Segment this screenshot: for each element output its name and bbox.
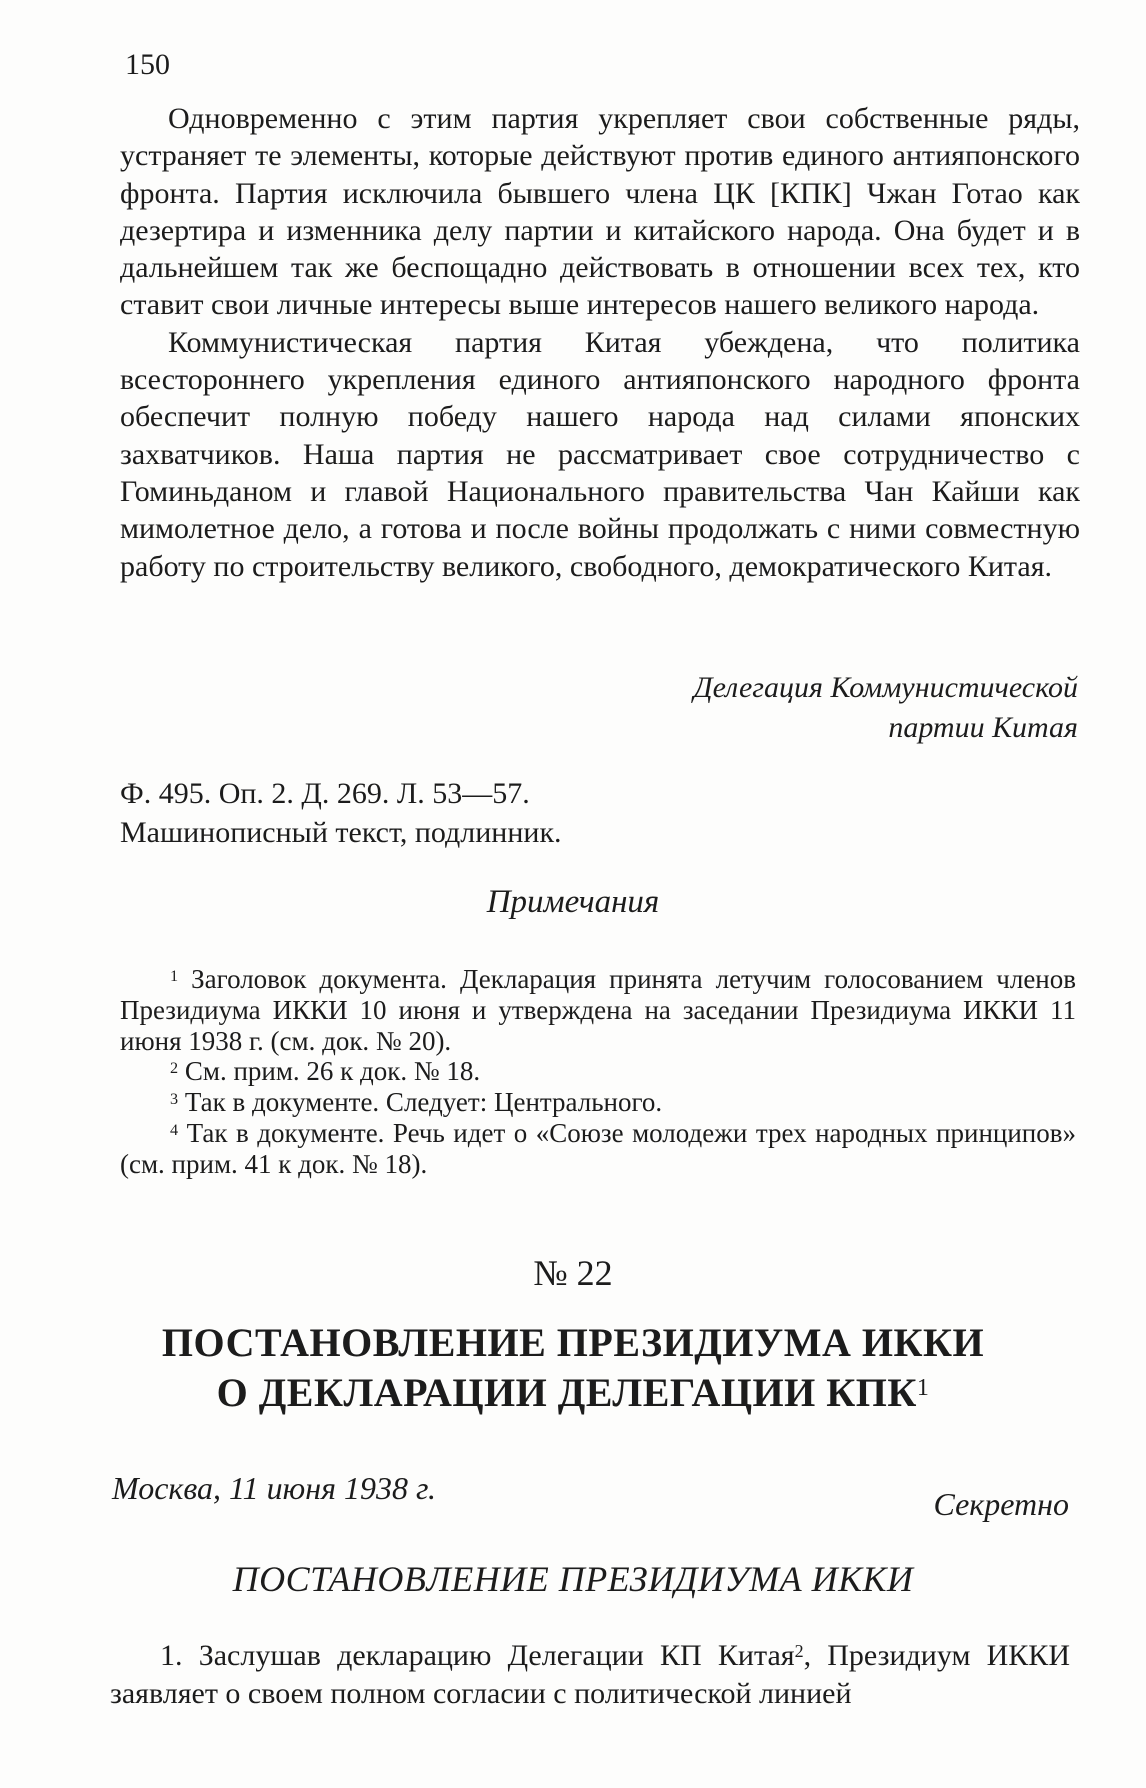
resolution-text: [110, 1637, 1070, 1713]
footnote-mark: 2: [794, 1640, 804, 1661]
note-number: 1: [170, 966, 179, 985]
note-text: См. прим. 26 к док. № 18.: [184, 1056, 481, 1087]
note-item: [120, 1087, 1076, 1118]
signature: [694, 668, 1079, 748]
paragraph-2: Коммунистическая партия Китая убеждена, что политика всестороннего укрепления единого антияпонского народного фронта обеспечит полную победу нашего народа над силами японских захватчиков. Наша партия не рассматривает свое сотрудничество с Гоминьданом и главой Национального правительства Чан Кайши как мимолетное дело, а готова и после войны продолжать с ними совместную работу по строительству великого, свободного, демократического Китая.: [120, 325, 1080, 583]
note-text: Так в документе. Следует: Центрального.: [184, 1087, 663, 1118]
notes-list: [120, 964, 1076, 1180]
document-title-line-1: ПОСТАНОВЛЕНИЕ ПРЕЗИДИУМА ИККИ: [161, 1320, 985, 1365]
resolution-point-1-end: , Президиум ИККИ заявляет о своем полном согласии с политической линией: [110, 1639, 1070, 1710]
signature-line-1: Делегация Коммунистической: [693, 671, 1078, 704]
resolution-heading: ПОСТАНОВЛЕНИЕ ПРЕЗИДИУМА ИККИ: [232, 1559, 914, 1599]
document-title: [0, 1318, 1146, 1418]
note-number: 2: [170, 1059, 179, 1078]
main-text: [120, 100, 1080, 585]
resolution-point-1: [110, 1637, 1070, 1713]
document-number: № 22: [533, 1253, 613, 1293]
document-title-line-2-text: О ДЕКЛАРАЦИИ ДЕЛЕГАЦИИ КПК: [216, 1370, 917, 1415]
archive-fond: Ф. 495. Оп. 2. Д. 269. Л. 53—57.: [120, 777, 530, 810]
classification-stamp: Секретно: [933, 1486, 1069, 1522]
resolution-point-1-start: 1. Заслушав декларацию Делегации КП Китая: [160, 1639, 795, 1672]
note-number: 3: [170, 1089, 179, 1108]
notes-title: Примечания: [486, 884, 660, 920]
signature-line-2: партии Китая: [888, 711, 1078, 744]
archive-reference: [120, 774, 562, 852]
document-title-line-2: [0, 1368, 1146, 1418]
title-footnote-mark: 1: [916, 1375, 930, 1402]
note-item: [120, 1118, 1076, 1180]
note-item: [120, 1056, 1076, 1087]
note-number: 4: [170, 1120, 179, 1139]
note-text: Заголовок документа. Декларация принята летучим голосованием членов Президиума ИККИ 10 июня и утверждена на заседании Президиума ИККИ 11 июня 1938 г. (см. док. № 20).: [120, 964, 1076, 1056]
paragraph-1: Одновременно с этим партия укрепляет свои собственные ряды, устраняет те элементы, которые действуют против единого антияпонского фронта. Партия исключила бывшего члена ЦК [КПК] Чжан Готао как дезертира и изменника делу партии и китайского народа. Она будет и в дальнейшем так же беспощадно действовать в отношении всех тех, кто ставит свои личные интересы выше интересов нашего великого народа.: [120, 102, 1080, 322]
place-date: Москва, 11 июня 1938 г.: [112, 1470, 437, 1506]
note-text: Так в документе. Речь идет о «Союзе молодежи трех народных принципов» (см. прим. 41 к док. № 18).: [120, 1117, 1077, 1179]
note-item: [120, 964, 1076, 1056]
page-number: 150: [125, 48, 170, 81]
archive-description: Машинописный текст, подлинник.: [120, 816, 562, 849]
